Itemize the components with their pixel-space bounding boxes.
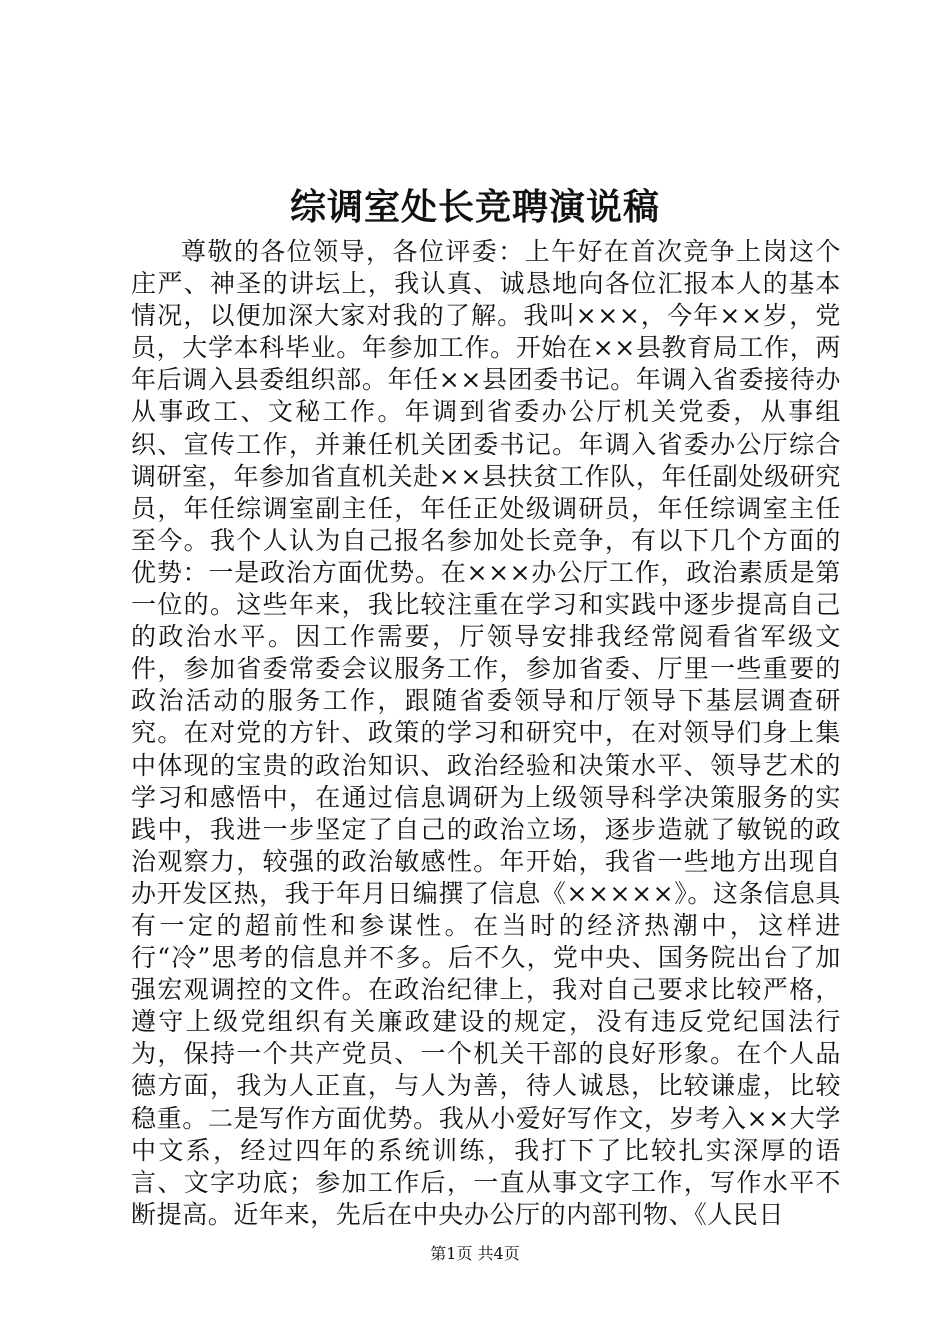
page-number-footer: 第1页 共4页 — [430, 1244, 520, 1263]
document-title: 综调室处长竞聘演说稿 — [289, 186, 660, 228]
body-paragraph: 尊敬的各位领导，各位评委：上午好在首次竞争上岗这个庄严、神圣的讲坛上，我认真、诚恳地向各位汇报本人的基本情况，以便加深大家对我的了解。我叫×××，今年××岁，党员，大学本科毕业。年参加工作。开始在××县教育局工作，两年后调入县委组织部。年任××县团委书记。年调入省委接待办从事政工、文秘工作。年调到省委办公厅机关党委，从事组织、宣传工作，并兼任机关团委书记。年调入省委办公厅综合调研室，年参加省直机关赴××县扶贫工作队，年任副处级研究员，年任综调室副主任，年任正处级调研员，年任综调室主任至今。我个人认为自己报名参加处长竞争，有以下几个方面的优势：一是政治方面优势。在×××办公厅工作，政治素质是第一位的。这些年来，我比较注重在学习和实践中逐步提高自己的政治水平。因工作需要，厅领导安排我经常阅看省军级文件，参加省委常委会议服务工作，参加省委、厅里一些重要的政治活动的服务工作，跟随省委领导和厅领导下基层调查研究。在对党的方针、政策的学习和研究中，在对领导们身上集中体现的宝贵的政治知识、政治经验和决策水平、领导艺术的学习和感悟中，在通过信息调研为上级领导科学决策服务的实践中，我进一步坚定了自己的政治立场，逐步造就了敏锐的政治观察力，较强的政治敏感性。年开始，我省一些地方出现自办开发区热，我于年月日编撰了信息《×××××》。这条信息具有一定的超前性和参谋性。在当时的经济热潮中，这样进行“冷”思考的信息并不多。后不久，党中央、国务院出台了加强宏观调控的文件。在政治纪律上，我对自己要求比较严格，遵守上级党组织有关廉政建设的规定，没有违反党纪国法行为，保持一个共产党员、一个机关干部的良好形象。在个人品德方面，我为人正直，与人为善，待人诚恳，比较谦虚，比较稳重。二是写作方面优势。我从小爱好写作文，岁考入××大学中文系，经过四年的系统训练，我打下了比较扎实深厚的语言、文字功底；参加工作后，一直从事文字工作，写作水平不断提高。近年来，先后在中央办公厅的内部刊物、《人民日 — [131, 237, 841, 1229]
